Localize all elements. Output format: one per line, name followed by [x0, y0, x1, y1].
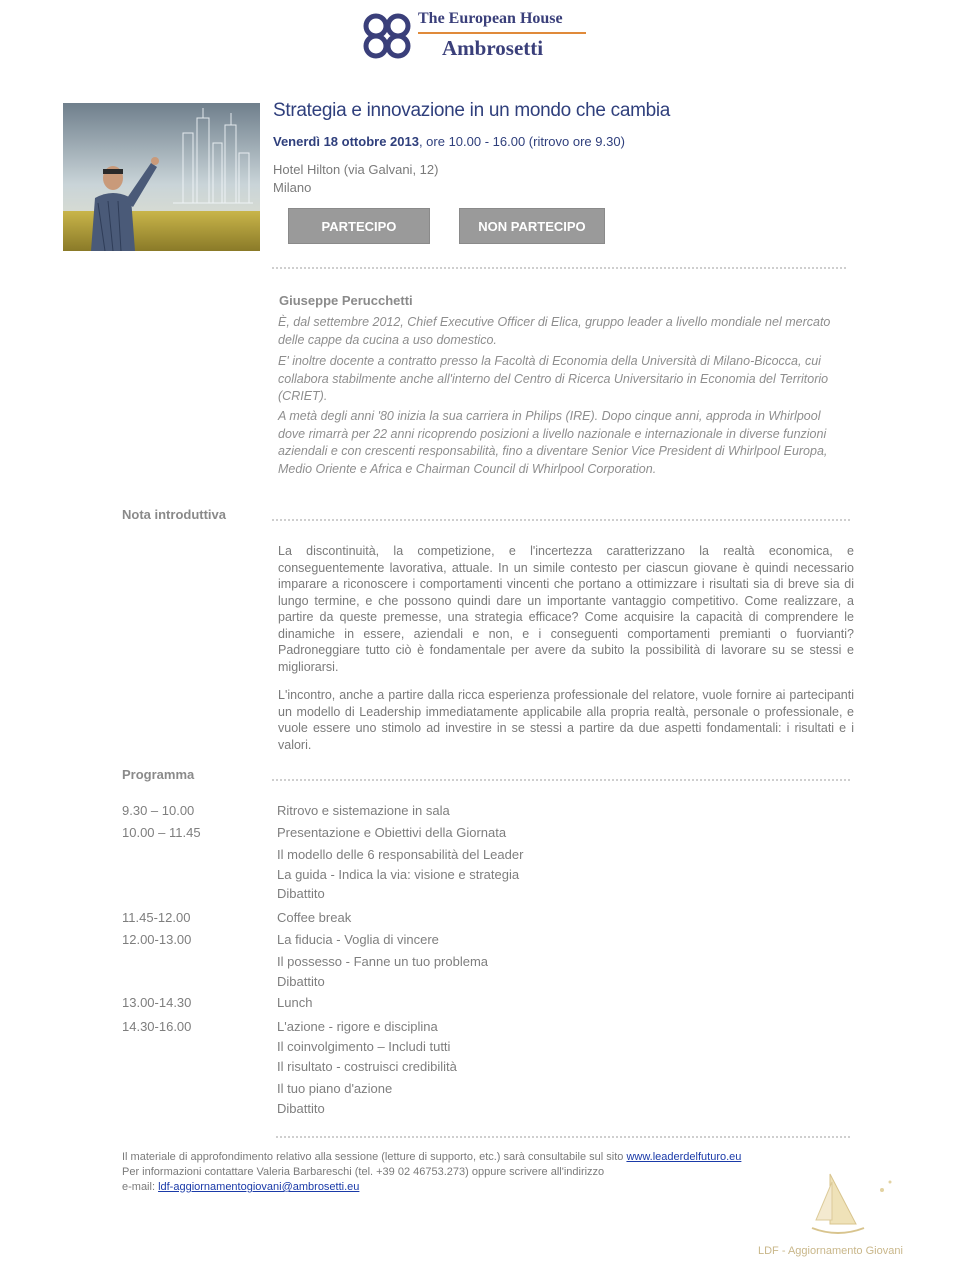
- event-datetime: [273, 134, 625, 149]
- event-city: Milano: [273, 180, 312, 195]
- footer-contact: Per informazioni contattare Valeria Barbareschi (tel. +39 02 46753.273) oppure scrivere all'indirizzo: [122, 1166, 605, 1178]
- program-item: Il tuo piano d'azione: [277, 1081, 393, 1096]
- program-item: Il modello delle 6 responsabilità del Leader: [277, 847, 524, 862]
- program-item: Dibattito: [277, 1101, 325, 1116]
- footer-materials-text: Il materiale di approfondimento relativo alla sessione (letture di supporto, etc.) sarà consultabile sul sito: [122, 1151, 627, 1163]
- event-title: Strategia e innovazione in un mondo che cambia: [273, 100, 671, 121]
- divider: [276, 1136, 850, 1138]
- brand-line2: Ambrosetti: [442, 36, 544, 60]
- sailboat-icon: [808, 1168, 898, 1240]
- program-item: Il coinvolgimento – Includi tutti: [277, 1039, 451, 1054]
- program-item: L'azione - rigore e disciplina: [277, 1019, 438, 1034]
- divider: [272, 519, 852, 521]
- divider: [272, 779, 852, 781]
- program-item: Il risultato - costruisci credibilità: [277, 1059, 457, 1074]
- footer-email: [122, 1181, 359, 1193]
- program-item: La fiducia - Voglia di vincere: [277, 932, 439, 947]
- logo-mark-icon: [362, 12, 414, 60]
- program-item: Dibattito: [277, 886, 325, 901]
- program-time: 13.00-14.30: [122, 995, 192, 1010]
- event-date: Venerdì 18 ottobre 2013: [273, 134, 419, 149]
- non-partecipo-button[interactable]: NON PARTECIPO: [459, 208, 605, 244]
- speaker-bio-paragraph: A metà degli anni '80 inizia la sua carriera in Philips (IRE). Dopo cinque anni, approda in Whirlpool dove rimarrà per 22 anni ricoprendo posizioni a livello nazionale e internazionale in diverse funzioni aziendali e con crescenti responsabilità, fino a diventare Senior Vice President di Whirlpool Europa, Medio Oriente e Africa e Chairman Council di Whirlpool Corporation.: [278, 409, 828, 476]
- program-item: Ritrovo e sistemazione in sala: [277, 803, 450, 818]
- program-item: Il possesso - Fanne un tuo problema: [277, 954, 489, 969]
- brand-line1: The European House: [418, 10, 563, 27]
- intro-label: Nota introduttiva: [122, 507, 226, 522]
- speaker-bio-paragraph: E' inoltre docente a contratto presso la Facoltà di Economia della Università di Milano-Bicocca, cui collabora stabilmente anche all'interno del Centro di Ricerca Universitario in Economia del Territorio (CRIET).: [278, 354, 829, 403]
- program-label: Programma: [122, 767, 195, 782]
- program-time: 14.30-16.00: [122, 1019, 192, 1034]
- event-time: , ore 10.00 - 16.00 (ritrovo ore 9.30): [418, 134, 625, 149]
- program-item: La guida - Indica la via: visione e strategia: [277, 867, 520, 882]
- partecipo-button[interactable]: PARTECIPO: [288, 208, 430, 244]
- intro-paragraph: La discontinuità, la competizione, e l'incertezza caratterizzano la realtà economica, e conseguentemente lavorativa, attuale. In un simile contesto per ciascun giovane è quindi necessario imparare a riconoscere i comportamenti vincenti che portano a ottimizzare i risultati sia di breve sia di lungo termine, e che possono quindi dare un importante vantaggio competitivo. Come realizzare, a partire da queste premesse, una strategia efficace? Come acquisire la capacità di comprendere le dinamiche in essere, aziendali e non, e i conseguenti comportamenti premianti o fuorvianti? Padroneggiare tutto ciò è fondamentale per avere da subito la possibilità di lavorare su se stessi e migliorarsi.: [278, 544, 854, 674]
- divider: [272, 267, 846, 269]
- email-prefix: e-mail:: [122, 1181, 159, 1193]
- intro-paragraph: L'incontro, anche a partire dalla ricca esperienza professionale del relatore, vuole fornire ai partecipanti un modello di Leadership immediatamente applicabile alla propria realtà, personale o professionale, e vuole essere uno stimolo ad investire in se stessi a partire da due aspetti fondamentali: i risultati e i valori.: [278, 688, 854, 752]
- program-time: 9.30 – 10.00: [122, 803, 195, 818]
- email-link[interactable]: ldf-aggiornamentogiovani@ambrosetti.eu: [158, 1181, 360, 1193]
- ldf-tagline: LDF - Aggiornamento Giovani: [758, 1245, 903, 1257]
- program-time: 12.00-13.00: [122, 932, 192, 947]
- ambrosetti-logo: [362, 8, 602, 64]
- program-item: Lunch: [277, 995, 313, 1010]
- program-item: Presentazione e Obiettivi della Giornata: [277, 825, 507, 840]
- program-time: 11.45-12.00: [122, 910, 191, 925]
- program-time: 10.00 – 11.45: [122, 825, 201, 840]
- program-item: Dibattito: [277, 974, 325, 989]
- program-item: Coffee break: [277, 910, 352, 925]
- site-link[interactable]: www.leaderdelfuturo.eu: [626, 1151, 742, 1163]
- event-image: [63, 103, 260, 251]
- event-venue: Hotel Hilton (via Galvani, 12): [273, 162, 439, 177]
- speaker-bio-paragraph: È, dal settembre 2012, Chief Executive Officer di Elica, gruppo leader a livello mondiale nel mercato delle cappe da cucina a uso domestico.: [278, 315, 831, 347]
- speaker-name: Giuseppe Perucchetti: [279, 293, 413, 308]
- footer-materials: [122, 1151, 741, 1163]
- brand-divider: [418, 32, 586, 34]
